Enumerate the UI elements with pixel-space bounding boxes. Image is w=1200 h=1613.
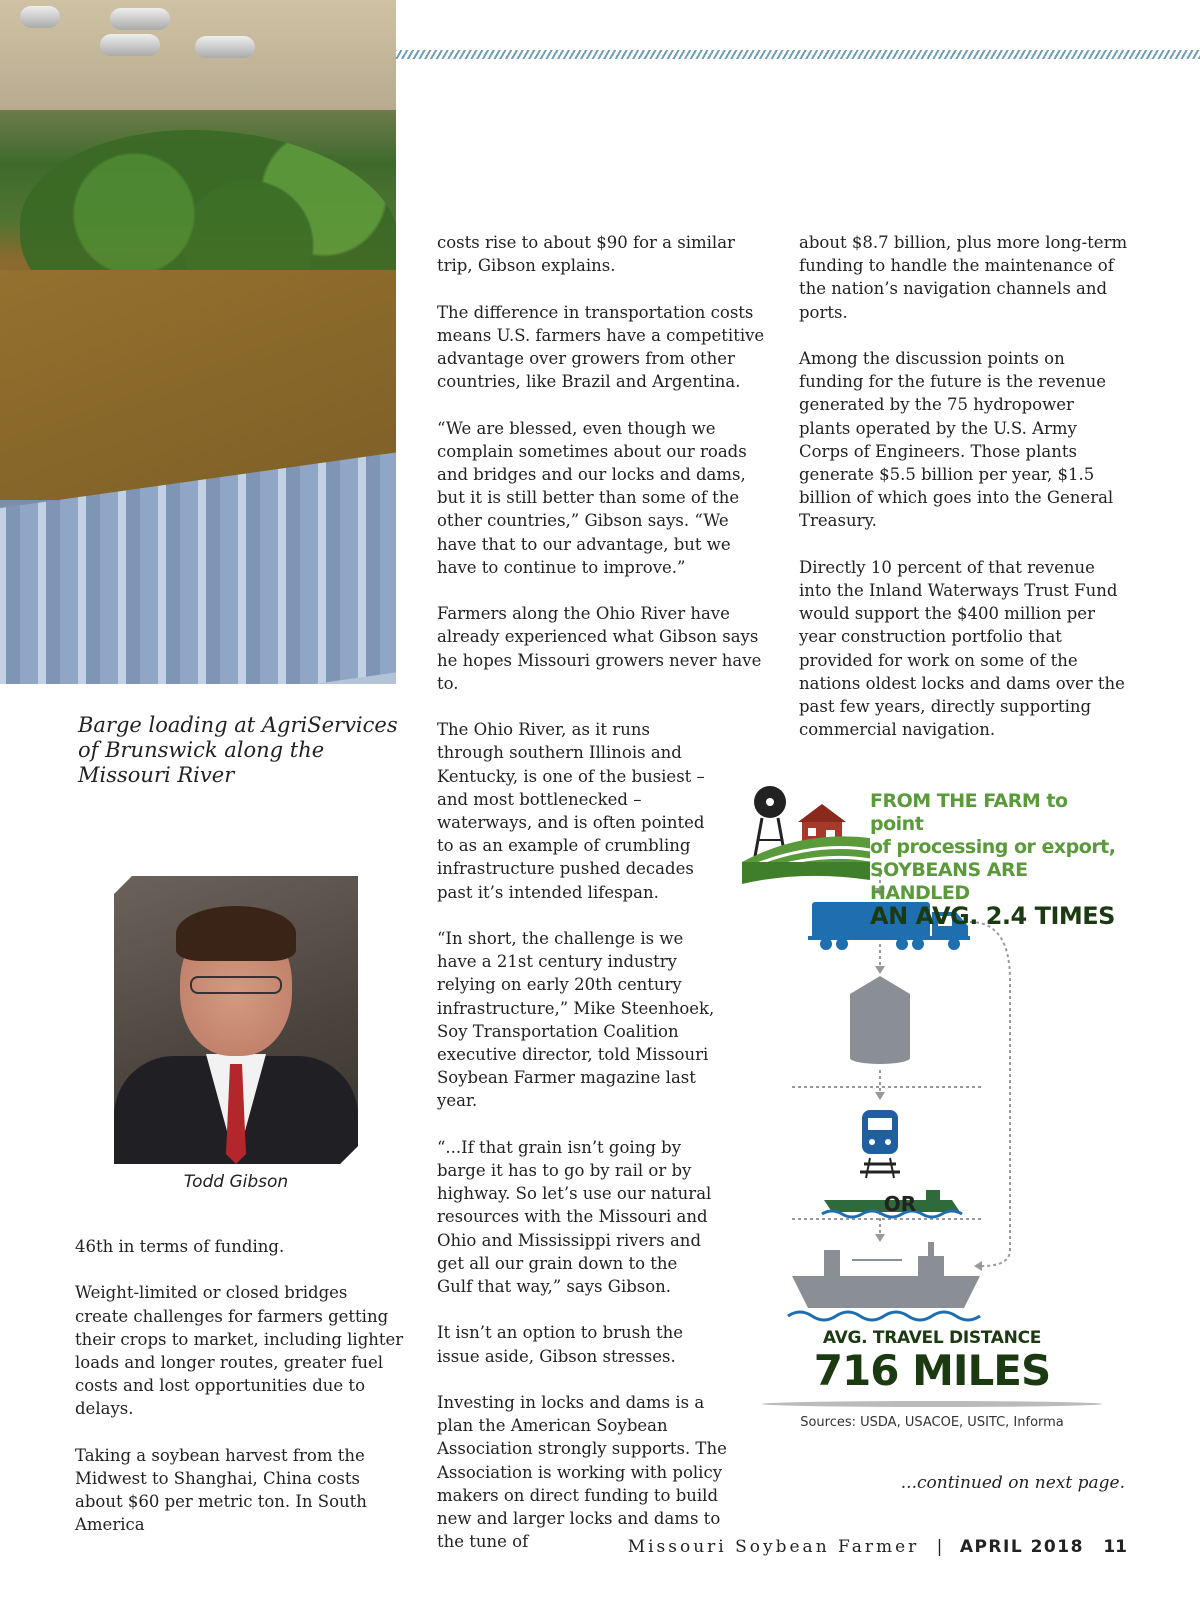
article-column-2 bbox=[437, 231, 767, 1577]
barge-photo bbox=[0, 0, 396, 684]
ship-icon bbox=[788, 1242, 980, 1320]
title-line: of processing or export, bbox=[870, 836, 1116, 858]
or-label: OR bbox=[883, 1192, 917, 1216]
issue-date: APRIL 2018 bbox=[959, 1537, 1084, 1557]
title-line: FROM THE FARM to point bbox=[870, 790, 1068, 835]
paragraph: Investing in locks and dams is a plan the American Soybean Association strongly supports. The Association is working with policy makers on direct funding to build new and larger locks and dams to the tune of bbox=[437, 1393, 727, 1552]
portrait-caption: Todd Gibson bbox=[183, 1172, 289, 1192]
paragraph: “We are blessed, even though we complain sometimes about our roads and bridges and our locks and dams, but it is still better than some of the other countries,” Gibson says. “We have that to our advantage, but we have to continue to improve.” bbox=[437, 418, 747, 577]
page-number: 11 bbox=[1103, 1537, 1127, 1557]
soybean-handling-infographic bbox=[742, 780, 1122, 1440]
travel-distance-label: AVG. TRAVEL DISTANCE bbox=[822, 1328, 1042, 1348]
page-footer bbox=[600, 1537, 1127, 1557]
farmhouse-icon bbox=[742, 804, 870, 884]
paragraph: Weight-limited or closed bridges create challenges for farmers getting their crops to market, including lighter loads and longer routes, greater fuel costs and lost opportunities due to delays. bbox=[75, 1283, 404, 1419]
paragraph: Directly 10 percent of that revenue into the Inland Waterways Trust Fund would support the $400 million per year construction portfolio that provided for work on some of the nations oldest locks and dams over the past few years, directly supporting commercial navigation. bbox=[799, 557, 1125, 740]
paragraph: Among the discussion points on funding for the future is the revenue generated by the 75 hydropower plants operated by the U.S. Army Corps of Engineers. Those plants generate $5.5 billion per year, $1.5 billion of which goes into the General Treasury. bbox=[799, 349, 1114, 531]
train-icon bbox=[860, 1110, 900, 1178]
paragraph: costs rise to about $90 for a similar trip, Gibson explains. bbox=[437, 233, 735, 276]
infographic-title bbox=[870, 790, 1120, 928]
paragraph: The difference in transportation costs means U.S. farmers have a competitive advantage over growers from other countries, like Brazil and Argentina. bbox=[437, 302, 765, 392]
travel-distance-value: 716 MILES bbox=[813, 1346, 1051, 1395]
magazine-name: Missouri Soybean Farmer bbox=[627, 1537, 920, 1557]
paragraph: Farmers along the Ohio River have already experienced what Gibson says he hopes Missouri growers never have to. bbox=[437, 604, 762, 693]
paragraph: 46th in terms of funding. bbox=[75, 1237, 285, 1256]
continued-note: ...continued on next page. bbox=[900, 1473, 1125, 1493]
infographic-sources: Sources: USDA, USACOE, USITC, Informa bbox=[800, 1415, 1064, 1430]
paragraph: about $8.7 billion, plus more long-term funding to handle the maintenance of the nation’s navigation channels and ports. bbox=[799, 233, 1128, 322]
paragraph: “In short, the challenge is we have a 21st century industry relying on early 20th century infrastructure,” Mike Steenhoek, Soy Transportation Coalition executive director, told Missouri Soybean Farmer magazine last year. bbox=[437, 929, 715, 1111]
paragraph: “...If that grain isn’t going by barge it has to go by rail or by highway. So let’s use our natural resources with the Missouri and Ohio and Mississippi rivers and get all our grain down to the Gulf that way,” says Gibson. bbox=[437, 1137, 712, 1297]
article-column-3 bbox=[799, 231, 1129, 765]
hatch-divider bbox=[396, 50, 1200, 59]
article-column-1 bbox=[75, 1235, 405, 1560]
footer-separator: | bbox=[936, 1537, 943, 1557]
photo-caption: Barge loading at AgriServices of Brunswick along the Missouri River bbox=[78, 713, 398, 787]
title-line: SOYBEANS ARE HANDLED bbox=[870, 859, 1028, 904]
grain-bin-icon bbox=[850, 976, 910, 1064]
paragraph: It isn’t an option to brush the issue aside, Gibson stresses. bbox=[437, 1323, 684, 1366]
paragraph: The Ohio River, as it runs through southern Illinois and Kentucky, is one of the busiest – and most bottlenecked – waterways, and is often pointed to as an example of crumbling infrastructure pushed decades past it’s intended lifespan. bbox=[437, 720, 705, 902]
paragraph: Taking a soybean harvest from the Midwest to Shanghai, China costs about $60 per metric ton. In South America bbox=[75, 1445, 367, 1535]
todd-gibson-portrait bbox=[114, 876, 358, 1164]
title-line: AN AVG. 2.4 TIMES bbox=[870, 902, 1115, 930]
